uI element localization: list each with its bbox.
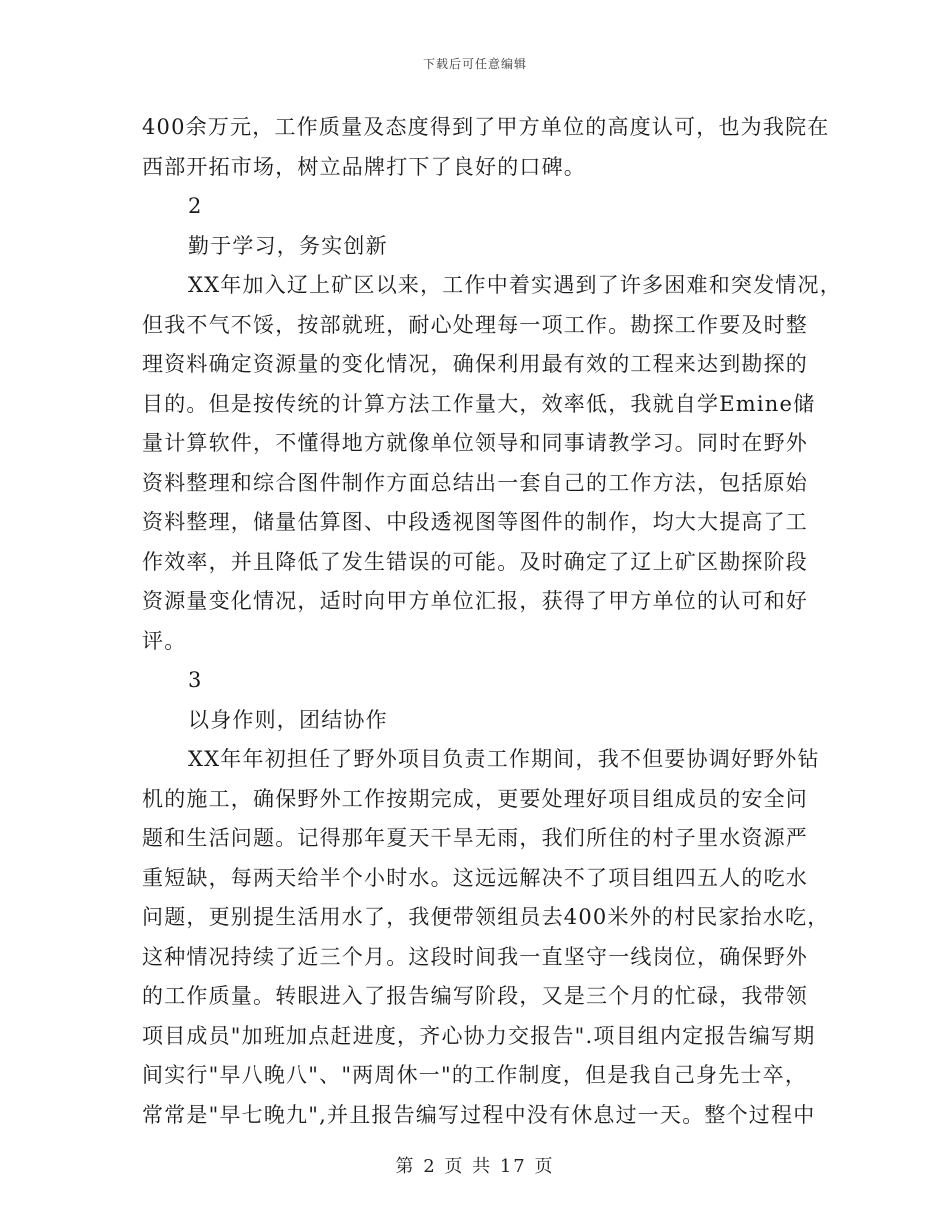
paragraph-line: 机的施工，确保野外工作按期完成，更要处理好项目组成员的安全问 [142, 786, 808, 811]
paragraph-line: 常常是"早七晚九",并且报告编写过程中没有休息过一天。整个过程中 [142, 1102, 816, 1127]
section-heading: 以身作则，团结协作 [188, 707, 388, 732]
paragraph-line: 这种情况持续了近三个月。这段时间我一直坚守一线岗位，确保野外 [142, 944, 808, 969]
section-number: 3 [188, 668, 203, 692]
paragraph-line: 问题，更别提生活用水了，我便带领组员去400米外的村民家抬水吃， [142, 905, 830, 929]
section-number: 2 [188, 194, 203, 218]
paragraph-line: 重短缺，每两天给半个小时水。这远远解决不了项目组四五人的吃水 [142, 865, 808, 890]
paragraph-line: 评。 [142, 628, 187, 653]
paragraph-line: 量计算软件，不懂得地方就像单位领导和同事请教学习。同时在野外 [142, 431, 808, 455]
paragraph-line: 理资料确定资源量的变化情况，确保利用最有效的工程来达到勘探的 [142, 352, 808, 376]
document-body [142, 108, 842, 1135]
paragraph-line: 项目成员"加班加点赶进度，齐心协力交报告".项目组内定报告编写期 [142, 1023, 816, 1048]
paragraph-line: 间实行"早八晚八"、"两周休一"的工作制度，但是我自己身先士卒， [142, 1063, 808, 1087]
page-number: 第 2 页 共 17 页 [395, 1156, 555, 1177]
paragraph-line: 题和生活问题。记得那年夏天干旱无雨，我们所住的村子里水资源严 [142, 826, 808, 850]
paragraph-line: 作效率，并且降低了发生错误的可能。及时确定了辽上矿区勘探阶段 [142, 549, 808, 574]
section-heading: 勤于学习，务实创新 [188, 233, 388, 258]
paragraph-line: XX年加入辽上矿区以来，工作中着实遇到了许多困难和突发情况， [188, 273, 842, 297]
header-note: 下载后可任意编辑 [422, 57, 527, 71]
paragraph-line: 的工作质量。转眼进入了报告编写阶段，又是三个月的忙碌，我带领 [142, 984, 808, 1008]
paragraph-line: 但我不气不馁，按部就班，耐心处理每一项工作。勘探工作要及时整 [142, 312, 808, 337]
paragraph-line: 400余万元，工作质量及态度得到了甲方单位的高度认可，也为我院在 [142, 115, 830, 139]
paragraph-line: 目的。但是按传统的计算方法工作量大，效率低，我就自学Emine储 [142, 391, 816, 416]
paragraph-line: 资料整理和综合图件制作方面总结出一套自己的工作方法，包括原始 [142, 470, 808, 495]
paragraph-line: XX年年初担任了野外项目负责工作期间，我不但要协调好野外钻 [188, 747, 820, 771]
paragraph-line: 资源量变化情况，适时向甲方单位汇报，获得了甲方单位的认可和好 [142, 589, 808, 613]
paragraph-line: 资料整理，储量估算图、中段透视图等图件的制作，均大大提高了工 [142, 510, 808, 534]
paragraph-line: 西部开拓市场，树立品牌打下了良好的口碑。 [142, 154, 586, 179]
